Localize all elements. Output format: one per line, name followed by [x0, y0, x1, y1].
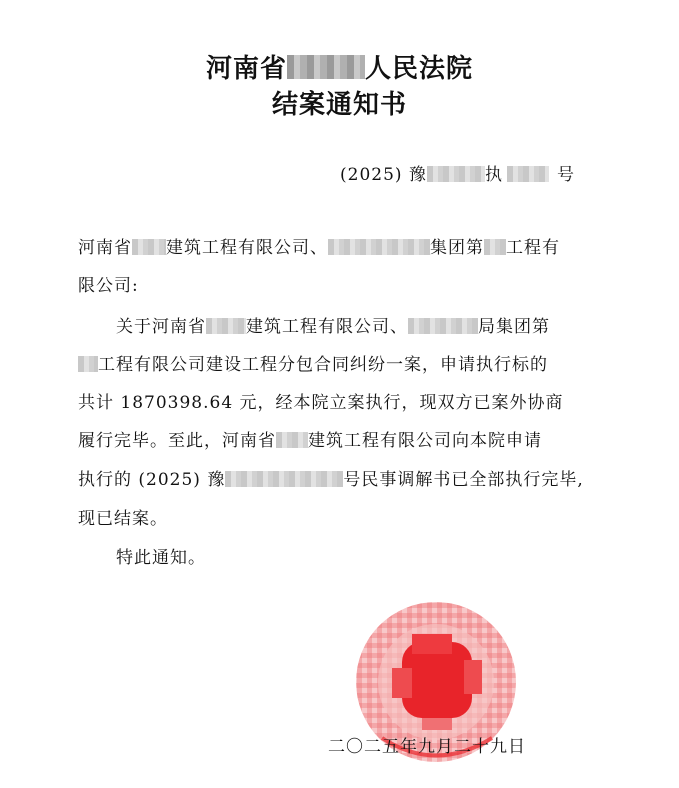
addressee-text: 集团第 [430, 238, 484, 258]
redacted-case-seq [507, 166, 549, 182]
case-number-middle: 执 [484, 165, 503, 185]
redacted-number [484, 239, 506, 255]
redacted-company [328, 239, 430, 255]
body-text: 建筑工程有限公司向本院申请 [308, 431, 542, 451]
redacted-company [206, 318, 246, 334]
case-number-suffix: 号 [556, 165, 575, 185]
redacted-company [276, 432, 308, 448]
case-number-prefix: (2025) 豫 [340, 165, 427, 185]
court-title [0, 48, 679, 85]
redacted-company [408, 318, 478, 334]
body-line-6: 现已结案。 [78, 509, 168, 529]
redacted-court-name [287, 55, 365, 79]
redacted-number [78, 356, 98, 372]
body-line-3: 共计 1870398.64 元，经本院立案执行，现双方已案外协商 [78, 393, 564, 413]
body-line-2 [78, 350, 548, 375]
body-text: 履行完毕。至此，河南省 [78, 431, 276, 451]
body-line-1 [116, 312, 550, 337]
addressee-line-1 [78, 233, 560, 258]
addressee-text: 河南省 [78, 238, 132, 258]
addressee-text: 建筑工程有限公司、 [166, 238, 328, 258]
body-text: 执行的 (2025) 豫 [78, 470, 226, 490]
body-text: 关于河南省 [116, 317, 206, 337]
court-title-suffix: 人民法院 [365, 54, 474, 84]
case-number [340, 160, 575, 185]
body-text: 局集团第 [478, 317, 550, 337]
body-line-4 [78, 426, 542, 451]
redacted-company [132, 239, 166, 255]
redacted-case-code [427, 166, 485, 182]
body-text: 工程有限公司建设工程分包合同纠纷一案，申请执行标的 [98, 355, 548, 375]
addressee-text: 工程有 [506, 238, 560, 258]
court-title-prefix: 河南省 [205, 54, 287, 84]
issue-date: 二〇二五年九月二十九日 [328, 737, 526, 757]
addressee-line-2: 限公司: [78, 276, 139, 296]
redacted-case-code [225, 471, 343, 487]
body-text: 建筑工程有限公司、 [246, 317, 408, 337]
closing-text: 特此通知。 [116, 548, 206, 568]
body-text: 号民事调解书已全部执行完毕, [343, 470, 584, 490]
document-title: 结案通知书 [271, 90, 407, 120]
body-line-5 [78, 465, 584, 490]
